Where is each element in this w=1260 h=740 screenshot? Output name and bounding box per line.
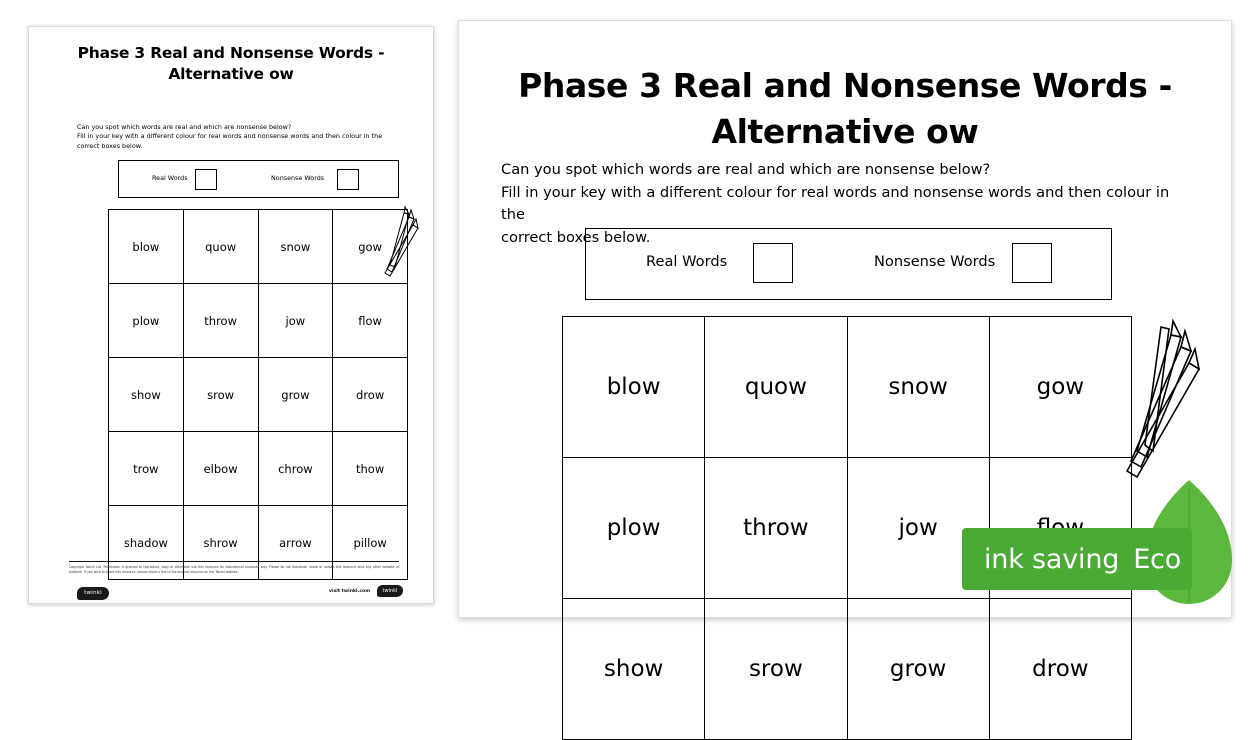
- word-cell[interactable]: arrow: [258, 506, 333, 580]
- word-cell[interactable]: show: [109, 358, 184, 432]
- real-words-colour-box[interactable]: [753, 243, 793, 283]
- word-cell[interactable]: pillow: [333, 506, 408, 580]
- word-cell[interactable]: shrow: [183, 506, 258, 580]
- real-words-label: Real Words: [646, 253, 728, 270]
- word-cell[interactable]: throw: [183, 284, 258, 358]
- word-cell[interactable]: plow: [563, 458, 705, 599]
- word-cell[interactable]: trow: [109, 432, 184, 506]
- word-cell[interactable]: throw: [705, 458, 847, 599]
- thumbnail-page: [29, 27, 433, 603]
- nonsense-words-label: Nonsense Words: [874, 253, 996, 270]
- word-cell[interactable]: plow: [109, 284, 184, 358]
- thumbnail-visit-text: visit twinkl.com: [329, 589, 370, 594]
- word-cell[interactable]: flow: [333, 284, 408, 358]
- word-cell[interactable]: chrow: [258, 432, 333, 506]
- word-cell[interactable]: drow: [333, 358, 408, 432]
- word-cell[interactable]: grow: [258, 358, 333, 432]
- word-cell[interactable]: shadow: [109, 506, 184, 580]
- word-cell[interactable]: jow: [258, 284, 333, 358]
- table-row: [563, 599, 1132, 740]
- word-cell[interactable]: gow: [989, 317, 1131, 458]
- table-row: [109, 432, 408, 506]
- word-cell[interactable]: show: [563, 599, 705, 740]
- thumbnail-twinkl-logo-small: twinkl: [377, 585, 403, 597]
- table-row: [563, 317, 1132, 458]
- word-cell[interactable]: elbow: [183, 432, 258, 506]
- word-cell[interactable]: srow: [705, 599, 847, 740]
- thumbnail-instruction-line2: Fill in your key with a different colour for real words and nonsense words and then colour in the: [77, 132, 383, 141]
- word-cell[interactable]: blow: [563, 317, 705, 458]
- table-row: [109, 210, 408, 284]
- word-cell[interactable]: thow: [333, 432, 408, 506]
- page-title: [499, 63, 1191, 154]
- word-cell[interactable]: gow: [333, 210, 408, 284]
- page-title-line2: Alternative ow: [711, 111, 979, 151]
- word-cell[interactable]: jow: [847, 458, 989, 599]
- thumbnail-nonsense-words-label: Nonsense Words: [271, 174, 325, 182]
- thumbnail-word-grid: [108, 209, 408, 580]
- table-row: [109, 358, 408, 432]
- thumbnail-instructions: [77, 123, 397, 151]
- eco-label: Eco: [1133, 543, 1182, 575]
- page-instruction-line2: Fill in your key with a different colour for real words and nonsense words and then colour in the: [501, 183, 1170, 224]
- worksheet-thumbnail[interactable]: [28, 26, 434, 604]
- thumbnail-key-panel: [118, 160, 399, 198]
- word-cell[interactable]: srow: [183, 358, 258, 432]
- word-cell[interactable]: quow: [705, 317, 847, 458]
- thumbnail-title-line2: Alternative ow: [168, 64, 294, 83]
- word-cell[interactable]: grow: [847, 599, 989, 740]
- thumbnail-nonsense-words-colour-box[interactable]: [337, 169, 359, 190]
- thumbnail-title: [49, 43, 413, 85]
- thumbnail-footer-text: Copyright Twinkl Ltd. Permission is granted to reproduce, copy or otherwise use this resource for educational purposes only. Please do not distribute, share or upload this resource onto any other website or platform. If you wish to share this resource, please share a link to the original resource on the Twinkl website.: [69, 565, 399, 574]
- thumbnail-real-words-label: Real Words: [152, 174, 188, 182]
- thumbnail-instruction-line1: Can you spot which words are real and which are nonsense below?: [77, 123, 292, 131]
- ink-saving-eco-badge: [962, 528, 1192, 590]
- table-row: [109, 284, 408, 358]
- thumbnail-pencils-icon: [383, 207, 423, 277]
- nonsense-words-colour-box[interactable]: [1012, 243, 1052, 283]
- thumbnail-footer-divider: [69, 561, 399, 562]
- word-cell[interactable]: drow: [989, 599, 1131, 740]
- thumbnail-instruction-line3: correct boxes below.: [77, 141, 143, 150]
- key-panel: [585, 228, 1112, 300]
- word-cell[interactable]: quow: [183, 210, 258, 284]
- word-cell[interactable]: snow: [258, 210, 333, 284]
- thumbnail-twinkl-logo: twinkl: [77, 587, 109, 600]
- thumbnail-real-words-colour-box[interactable]: [195, 169, 217, 190]
- page-instruction-line3: correct boxes below.: [501, 228, 651, 246]
- ink-saving-label: ink saving: [984, 543, 1120, 575]
- word-cell[interactable]: blow: [109, 210, 184, 284]
- page-title-line1: Phase 3 Real and Nonsense Words -: [518, 66, 1172, 105]
- thumbnail-title-line1: Phase 3 Real and Nonsense Words -: [77, 44, 385, 62]
- word-cell[interactable]: snow: [847, 317, 989, 458]
- pencils-icon: [1123, 321, 1213, 481]
- page-instruction-line1: Can you spot which words are real and which are nonsense below?: [501, 161, 991, 178]
